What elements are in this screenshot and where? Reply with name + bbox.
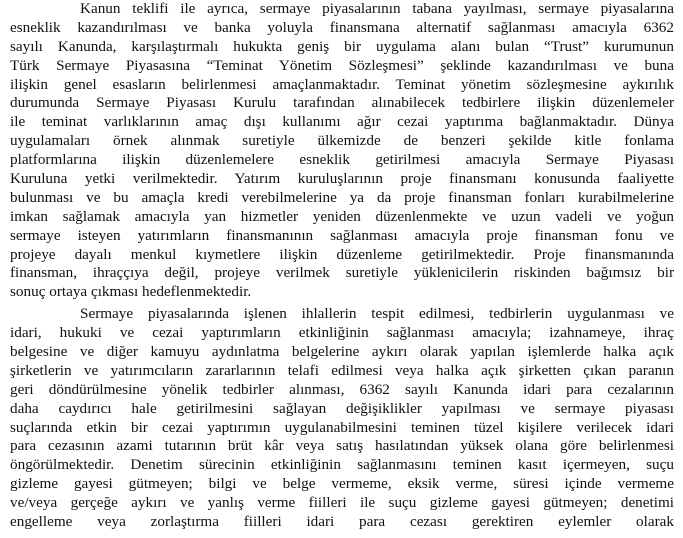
document-page xyxy=(10,0,674,532)
text-line: ve/veya gerçeğe aykırı ve yanlış verme fiilleri ile suçu gizleme gayesi gütmeyen; denetimi xyxy=(10,494,674,512)
text-line: platformlarına ilişkin düzenlemelere esneklik getirilmesi amacıyla Sermaye Piyasası xyxy=(10,151,674,169)
text-line: öngörülmektedir. Denetim sürecinin etkinliğinin sağlanmasını teminen kasıt içermeyen, suçu xyxy=(10,456,674,474)
text-line: para cezasının azami tutarının brüt kâr veya satış hasılatından yüksek olana göre belirlenmesi xyxy=(10,437,674,455)
text-line: Sermaye piyasalarında işlenen ihlallerin tespit edilmesi, tedbirlerin uygulanması ve xyxy=(80,305,674,323)
text-line: sayılı Kanunda, karşılaştırmalı hukukta geniş bir uygulama alanı bulan “Trust” kurumunun xyxy=(10,37,674,55)
text-line: ile teminat varlıklarının amaç dışı kullanımı ağır cezai yaptırıma bağlanmaktadır. Dünya xyxy=(10,113,674,131)
text-line: geri döndürülmesine yönelik tedbirler alınması, 6362 sayılı Kanunda idari para cezalarının xyxy=(10,380,674,398)
text-line: şirketlerin ve yatırımcıların zararlarının telafi edilmesi veya halka açık şirketten çıkan paranın xyxy=(10,361,674,379)
paragraph-1 xyxy=(10,0,674,302)
text-line: idari, hukuki ve cezai yaptırımların etkinliğinin sağlanması amacıyla; izahnameye, ihraç xyxy=(10,324,674,342)
text-line: esneklik kazandırılması ve banka yoluyla finansmana alternatif sağlanması amacıyla 6362 xyxy=(10,18,674,36)
text-line: belgesine ve diğer kamuyu aydınlatma belgelerine aykırı olarak yapılan işlemlerde halka açık xyxy=(10,343,674,361)
text-line: imkan sağlamak amacıyla yan hizmetler yeniden düzenlenmekte ve uzun vadeli ve yoğun xyxy=(10,207,674,225)
text-line: daha caydırıcı hale getirilmesini sağlayan değişiklikler yapılması ve sermaye piyasası xyxy=(10,399,674,417)
text-line: Kuruluna yetki verilmektedir. Yatırım kuruluşlarının proje finansmanı konusunda faaliyette xyxy=(10,170,674,188)
text-line: sonuç ortaya çıkması hedeflenmektedir. xyxy=(10,283,252,301)
text-line: bulunması ve bu amaçla kredi verebilmelerine ya da proje finansman fonları kurabilmelerine xyxy=(10,188,674,206)
paragraph-2 xyxy=(10,305,674,532)
text-line: ilişkin genel esasların belirlenmesi amaçlanmaktadır. Teminat yönetim sözleşmesine aykırılık xyxy=(10,75,674,93)
text-line: engelleme veya zorlaştırma fiilleri idari para cezası gerektiren eylemler olarak xyxy=(10,513,674,531)
text-line: Türk Sermaye Piyasasına “Teminat Yönetim Sözleşmesi” şeklinde kazandırılması ve buna xyxy=(10,56,674,74)
text-line: sermaye isteyen yatırımların finansmanının sağlanması amacıyla proje finansman fonu ve xyxy=(10,226,674,244)
text-line: uygulamaları örnek alınmak suretiyle ülkemizde de benzeri şekilde kitle fonlama xyxy=(10,132,674,150)
text-line: durumunda Sermaye Piyasası Kurulu tarafından alınabilecek tedbirlere ilişkin düzenlemeler xyxy=(10,94,674,112)
text-line: projeye dayalı menkul kıymetlere ilişkin düzenleme getirilmektedir. Proje finansmanında xyxy=(10,245,674,263)
text-line: gizleme gayesi gütmeyen; bilgi ve belge vermeme, eksik verme, süresi içinde vermeme xyxy=(10,475,674,493)
text-line: Kanun teklifi ile ayrıca, sermaye piyasalarının tabana yayılması, sermaye piyasalarına xyxy=(80,0,674,17)
text-line: finansman, ihraççıya değil, projeye verilmek suretiyle yüklenicilerin riskinden bağımsız bir xyxy=(10,264,674,282)
text-line: suçlarında etkin bir cezai yaptırımın uygulanabilmesini teminen tüzel kişilere verilecek idari xyxy=(10,418,674,436)
